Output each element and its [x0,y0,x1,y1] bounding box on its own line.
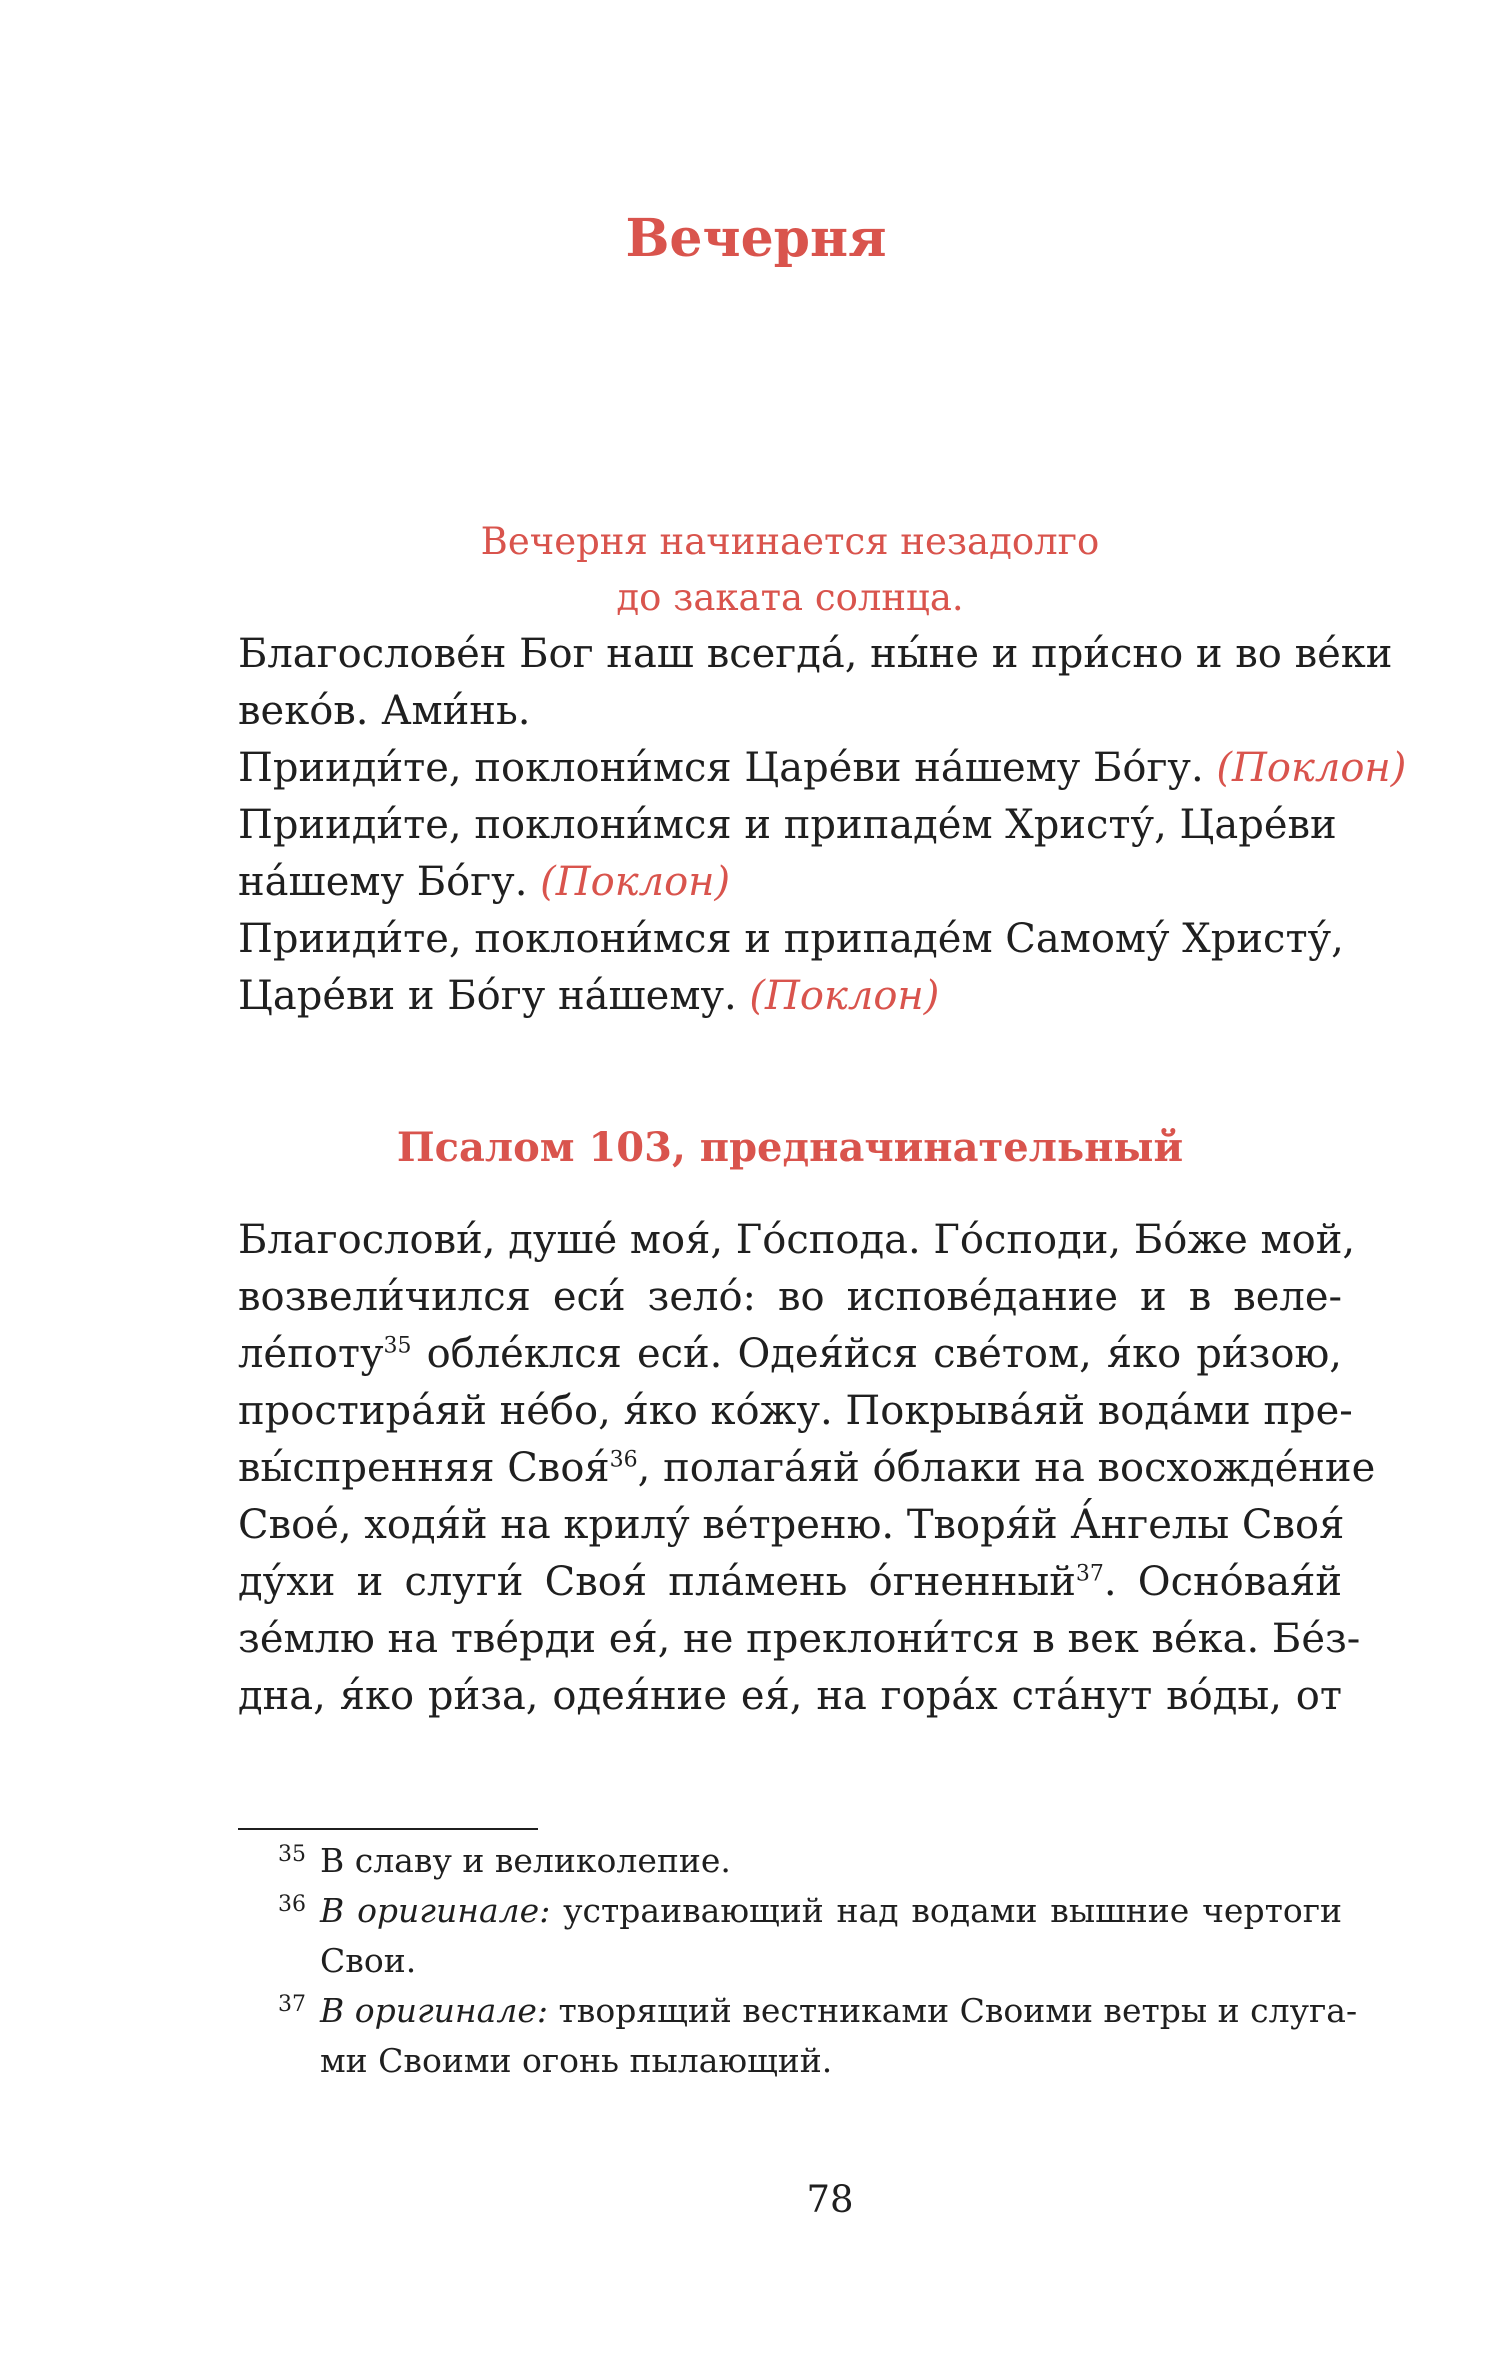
footnote-number: 36 [278,1892,306,1917]
psalm-line [238,1554,1342,1611]
page-number: 78 [806,2178,854,2221]
prayer-line [238,740,1407,797]
page-title: Вечерня [625,208,887,269]
footnotes [238,1836,1358,2086]
footnote-line: Свои. [320,1941,417,1980]
bow-rubric: (Поклон) [1216,745,1407,791]
opening-prayer [238,626,1407,1025]
footnote-line [320,1986,1358,2036]
footnote-text: творящий вестниками Своими ветры и слуга- [548,1991,1358,2030]
psalm-text-part: ле́поту [238,1331,384,1377]
psalm-line [238,1440,1376,1497]
psalm-text-part: , полага́яй о́блаки на восхожде́ние [637,1445,1376,1491]
footnote-ref[interactable]: 37 [1075,1561,1104,1587]
footnote-ref[interactable]: 36 [609,1447,638,1473]
footnote-36 [238,1886,1342,1986]
footnote-number: 35 [278,1842,306,1867]
footnote-35 [238,1836,1342,1886]
footnote-label: В оригинале: [320,1991,548,2030]
psalm-text-part: . Осно́вая́й [1103,1559,1342,1605]
prayer-text: Прииди́те, поклони́мся Царе́ви на́шему Бо́гу. [238,745,1204,791]
prayer-line [238,854,1358,911]
prayer-text: Царе́ви и Бо́гу на́шему. [238,973,737,1019]
rubric-line: Вечерня начинается незадолго [480,520,1100,563]
psalm-text-part: обле́клся еси́. Одея́йся све́том, я́ко ри́зою, [411,1331,1342,1377]
psalm-line: простира́яй не́бо, я́ко ко́жу. Покрыва́яй вода́ми пре- [238,1388,1353,1434]
psalm-line: Свое́, ходя́й на крилу́ ве́треню. Творя́й А́нгелы Своя́ [238,1502,1345,1548]
psalm-text-part: ду́хи и слуги́ Своя́ пла́мень о́гненный [238,1559,1076,1605]
prayer-line: Прииди́те, поклони́мся и припаде́м Самому́ Христу́, [238,916,1344,962]
psalm-text [238,1212,1376,1725]
footnote-line [320,1886,1342,1936]
footnote-line: ми Своими огонь пылающий. [320,2041,833,2080]
prayer-line: Благослове́н Бог наш всегда́, ны́не и при́сно и во ве́ки [238,631,1393,677]
prayer-line [238,968,1358,1025]
bow-rubric: (Поклон) [749,973,940,1019]
prayer-text: на́шему Бо́гу. [238,859,528,905]
footnote-label: В оригинале: [320,1891,551,1930]
footnote-37 [238,1986,1358,2086]
rubric-line: до заката солнца. [616,576,964,619]
footnote-ref[interactable]: 35 [383,1333,412,1359]
psalm-line: возвели́чился еси́ зело́: во испове́дание и в веле- [238,1274,1342,1320]
bow-rubric: (Поклон) [540,859,731,905]
footnote-number: 37 [278,1992,306,2017]
psalm-line: Благослови́, душе́ моя́, Го́спода. Го́споди, Бо́же мой, [238,1217,1356,1263]
prayer-line: Прииди́те, поклони́мся и припаде́м Христу́, Царе́ви [238,802,1337,848]
prayer-line: веко́в. Ами́нь. [238,688,531,734]
footnote-text: устраивающий над водами вышние чертоги [550,1891,1342,1930]
rubric-note [0,514,1512,626]
psalm-line: дна, я́ко ри́за, одея́ние ея́, на гора́х ста́нут во́ды, от [238,1673,1342,1719]
psalm-line [238,1326,1342,1383]
psalm-line: зе́млю на тве́рди ея́, не преклони́тся в век ве́ка. Бе́з- [238,1616,1361,1662]
psalm-text-part: вы́спренняя Своя́ [238,1445,610,1491]
footnote-text: В славу и великолепие. [320,1841,731,1880]
psalm-heading: Псалом 103, предначинательный [396,1124,1184,1171]
